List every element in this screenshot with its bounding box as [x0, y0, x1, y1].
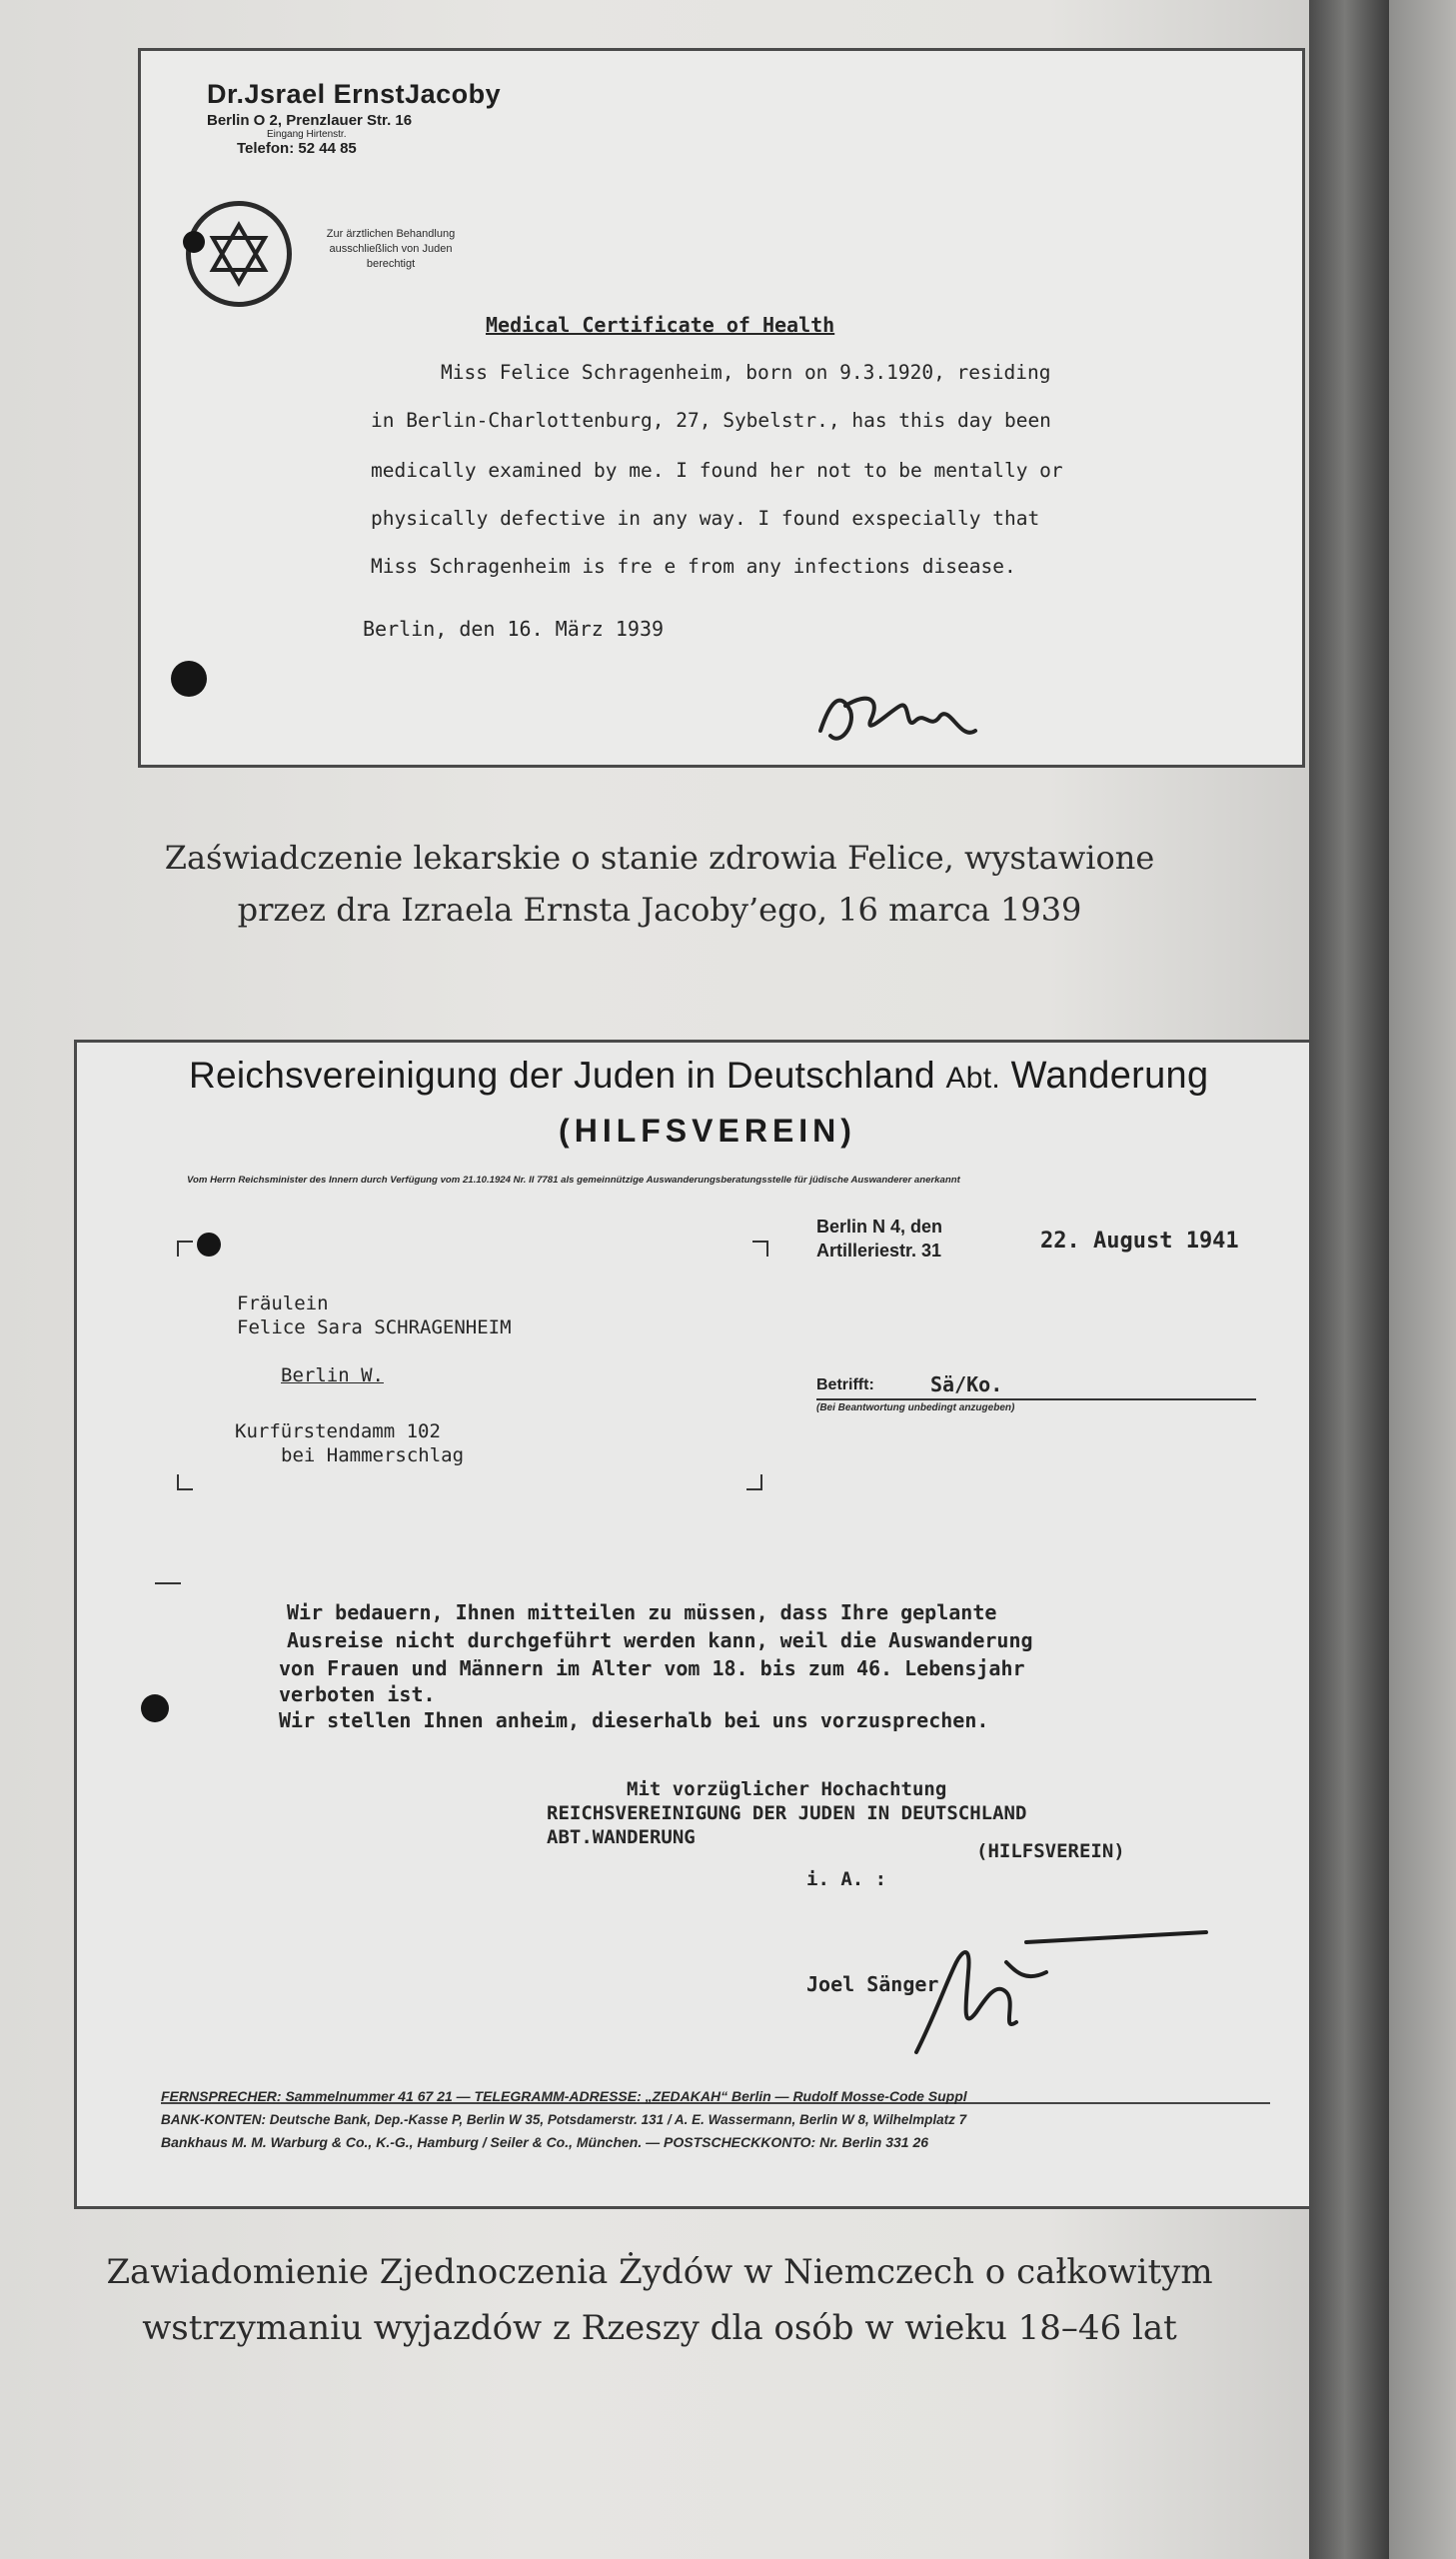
- closing-line: ABT.WANDERUNG: [547, 1826, 696, 1848]
- punch-hole: [183, 231, 205, 253]
- caption-medical-certificate: Zaświadczenie lekarskie o stanie zdrowia Felice, wystawione przez dra Izraela Ernsta Jacoby’ego, 16 marca 1939: [164, 839, 1155, 929]
- address-window-corner: [752, 1241, 768, 1257]
- jacoby-signature-icon: [810, 651, 990, 761]
- organization-name: Reichsvereinigung der Juden in Deutschland Abt. Wanderung: [189, 1055, 1209, 1097]
- recipient-line: Berlin W.: [281, 1364, 384, 1386]
- adjacent-page-edge: [1389, 0, 1456, 2559]
- stamp-note: Zur ärztlichen Behandlung ausschließlich von Juden berechtigt: [326, 228, 456, 270]
- signer-name: Joel Sänger: [806, 1972, 939, 1996]
- star-of-david-stamp: [186, 201, 292, 307]
- caption-reichsvereinigung-letter: Zawiadomienie Zjednoczenia Żydów w Niemczech o całkowitym wstrzymaniu wyjazdów z Rzeszy dla osób w wieku 18–46 lat: [106, 2252, 1213, 2348]
- address-window-corner: [177, 1241, 193, 1257]
- letterhead-address: Berlin O 2, Prenzlauer Str. 16: [207, 112, 413, 129]
- star-of-david-icon: [204, 219, 274, 289]
- footer-line: Bankhaus M. M. Warburg & Co., K.-G., Hamburg / Seiler & Co., München. — POSTSCHECKKONTO: Nr. Berlin 331 26: [161, 2134, 929, 2150]
- organization-fine-print: Vom Herrn Reichsminister des Innern durch Verfügung vom 21.10.1924 Nr. II 7781 als gemeinnützige Auswanderungsberatungsstelle für jüdische Auswanderer anerkannt: [187, 1175, 960, 1186]
- address-window-corner: [746, 1474, 762, 1490]
- betrifft-note: (Bei Beantwortung unbedingt anzugeben): [816, 1402, 1015, 1413]
- certificate-line: in Berlin-Charlottenburg, 27, Sybelstr., has this day been: [371, 409, 1051, 432]
- certificate-line: medically examined by me. I found her not to be mentally or: [371, 459, 1063, 482]
- letterhead-name: Dr.Jsrael ErnstJacoby: [207, 79, 502, 109]
- reichsvereinigung-letter-scan: [74, 1040, 1341, 2209]
- recipient-line: Fräulein: [237, 1292, 329, 1314]
- betrifft-label: Betrifft:: [816, 1376, 874, 1393]
- punch-hole: [141, 1694, 169, 1722]
- closing-line: REICHSVEREINIGUNG DER JUDEN IN DEUTSCHLAND: [547, 1802, 1027, 1824]
- certificate-line: physically defective in any way. I found exspecially that: [371, 507, 1040, 530]
- recipient-line: Kurfürstendamm 102: [235, 1420, 441, 1442]
- letterhead-entrance: Eingang Hirtenstr.: [267, 129, 347, 140]
- medical-certificate-scan: [138, 48, 1305, 768]
- organization-subtitle: (HILFSVEREIN): [559, 1113, 856, 1149]
- certificate-place-date: Berlin, den 16. März 1939: [363, 617, 665, 641]
- footer-line: FERNSPRECHER: Sammelnummer 41 67 21 — TELEGRAMM-ADRESSE: „ZEDAKAH“ Berlin — Rudolf Mosse-Code Suppl: [161, 2088, 967, 2104]
- letter-body-line: verboten ist.: [279, 1682, 436, 1706]
- letter-body-line: von Frauen und Männern im Alter vom 18. bis zum 46. Lebensjahr: [279, 1656, 1025, 1680]
- recipient-line: bei Hammerschlag: [281, 1444, 465, 1466]
- letter-body-line: Wir bedauern, Ihnen mitteilen zu müssen, dass Ihre geplante: [287, 1600, 997, 1624]
- letter-date: 22. August 1941: [1040, 1229, 1239, 1254]
- closing-line: (HILFSVEREIN): [976, 1840, 1125, 1862]
- letter-body-line: Wir stellen Ihnen anheim, dieserhalb bei uns vorzusprechen.: [279, 1708, 989, 1732]
- letterhead: [207, 79, 501, 157]
- footer-line: BANK-KONTEN: Deutsche Bank, Dep.-Kasse P, Berlin W 35, Potsdamerstr. 131 / A. E. Wassermann, Berlin W 8, Wilhelmplatz 7: [161, 2112, 967, 2127]
- closing-line: Mit vorzüglicher Hochachtung: [627, 1778, 947, 1800]
- punch-hole: [171, 661, 207, 697]
- book-gutter: [1309, 0, 1389, 2559]
- betrifft-value: Sä/Ko.: [930, 1372, 1003, 1396]
- closing-line: i. A. :: [806, 1868, 887, 1890]
- sender-address: Berlin N 4, den Artilleriestr. 31: [816, 1217, 943, 1261]
- letterhead-phone: Telefon: 52 44 85: [237, 140, 357, 157]
- recipient-line: Felice Sara SCHRAGENHEIM: [237, 1316, 512, 1338]
- letter-body-line: Ausreise nicht durchgeführt werden kann, weil die Auswanderung: [287, 1628, 1033, 1652]
- fold-mark: [155, 1582, 181, 1584]
- certificate-line: Miss Felice Schragenheim, born on 9.3.1920, residing: [441, 361, 1051, 384]
- certificate-line: Miss Schragenheim is fre e from any infections disease.: [371, 555, 1016, 578]
- betrifft-underline: [816, 1398, 1256, 1400]
- address-window-corner: [177, 1474, 193, 1490]
- certificate-title: Medical Certificate of Health: [486, 313, 835, 337]
- punch-hole: [197, 1233, 221, 1257]
